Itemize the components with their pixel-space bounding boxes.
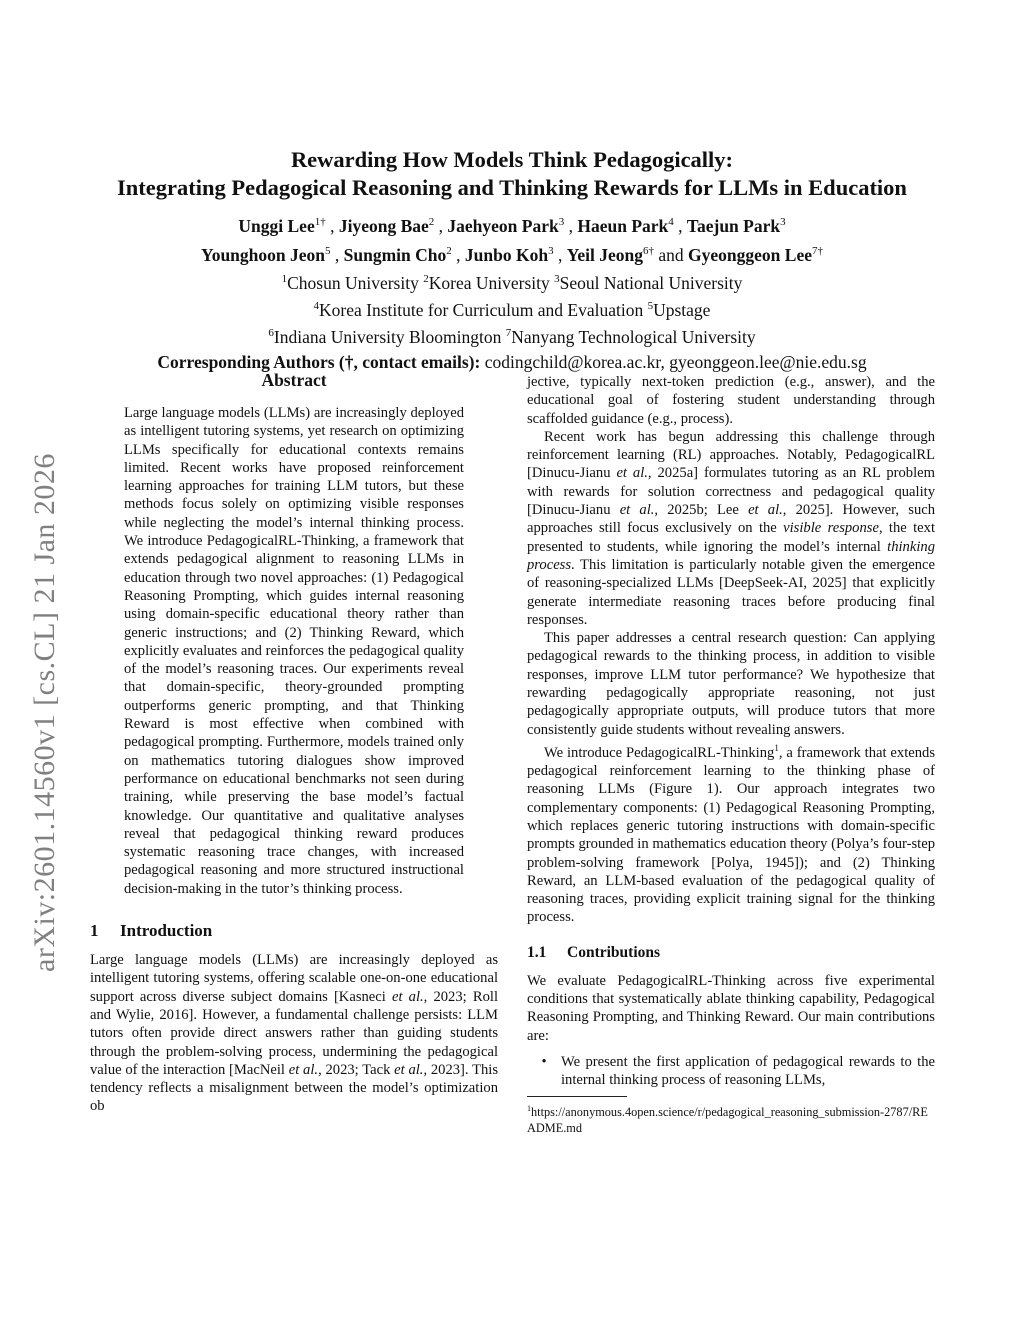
intro-paragraph-1: Large language models (LLMs) are increasingly deployed as intelligent tutoring systems, offering scalable one-on-one educational support across diverse subject domains [Kasneci et al., 2023; Roll and Wylie, 2016]. However, a fundamental challenge persists: LLM tutors often provide direct answers rather than guiding students through the problem-solving process, undermining the pedagogical value of the interaction [MacNeil et al., 2023; Tack et al., 2023]. This tendency reflects a misalignment between the model’s optimization ob: [90, 952, 499, 1115]
author-affiliation-mark: 7†: [812, 244, 823, 257]
author-affiliation-mark: 6†: [643, 244, 655, 257]
author-block: [60, 210, 964, 374]
affiliation-mark: 3: [554, 272, 560, 285]
author-name: Haeun Park: [577, 215, 669, 236]
author-name: Junbo Koh: [464, 244, 549, 265]
section-heading-introduction: [90, 920, 498, 942]
affiliation-mark: 6: [268, 327, 274, 340]
affiliation-mark: 7: [505, 327, 512, 340]
bullet-mark: •: [541, 1053, 547, 1070]
affiliation-name: Upstage: [653, 299, 711, 320]
author-name: Gyeonggeon Lee: [688, 244, 812, 265]
author-affiliation-mark: 1†: [314, 216, 326, 228]
author-affiliation-mark: 2: [428, 216, 435, 228]
abstract-text: Large language models (LLMs) are increasingly deployed as intelligent tutoring systems, yet research on optimizing LLMs specifically for educational contexts remains limited. Recent works have proposed reinforcement learning approaches for training LLM tutors, but these methods focus solely on optimizing visible responses while neglecting the model’s internal thinking process. We introduce PedagogicalRL-Thinking, a framework that extends pedagogical alignment to reasoning LLMs in education through two novel approaches: (1) Pedagogical Reasoning Prompting, which guides internal reasoning using domain-specific educational theory rather than generic instructions; and (2) Thinking Reward, which explicitly evaluates and reinforces the pedagogical quality of the model’s reasoning traces. Our experiments reveal that domain-specific, theory-grounded prompting outperforms generic prompting, and that Thinking Reward is most effective when combined with pedagogical prompting. Furthermore, models trained only on mathematics tutoring dialogues show improved performance on educational benchmarks not seen during training, while preserving the base model’s factual knowledge. Our quantitative and qualitative analyses reveal that pedagogical thinking reward produces systematic reasoning trace changes, with increased pedagogical reasoning and more structured instructional decision-making in the tutor’s thinking process.: [124, 405, 464, 897]
author-name: Jiyeong Bae: [338, 215, 429, 236]
author-line-1: Unggi Lee$^{1\dagger}$ , Jiyeong Bae$^2$ , Jaehyeon Park$^3$ , Haeun Park$^4$ , Taejun Park$^3$: [238, 215, 786, 236]
intro-paragraph-3: This paper addresses a central research question: Can applying pedagogical rewards to the thinking process, in addition to visible responses, improve LLM tutor performance? We hypothesize that rewarding pedagogically appropriate reasoning, not just pedagogically appropriate outputs, will produce tutors that more consistently guide students without revealing answers.: [527, 630, 935, 738]
left-column: [90, 369, 498, 1116]
contributions-paragraph: We evaluate PedagogicalRL-Thinking across five experimental conditions that systematically ablate thinking capability, Pedagogical Reasoning Prompting, and Thinking Reward. Our main contributions are:: [527, 972, 935, 1044]
intro-paragraph-1-continued: jective, typically next-token prediction (e.g., answer), and the educational goal of fostering student understanding through scaffolded guidance (e.g., process).: [527, 374, 935, 427]
affiliation-mark: 4: [313, 299, 320, 312]
section-number: 1: [90, 921, 99, 941]
affiliation-name: Korea University: [428, 272, 550, 293]
section-title: Introduction: [120, 921, 213, 941]
author-name: Taejun Park: [686, 215, 781, 236]
title-block: [60, 146, 964, 374]
affiliation-name: Nanyang Technological University: [511, 327, 756, 348]
abstract-heading: Abstract: [261, 370, 327, 390]
author-affiliation-mark: 3: [780, 216, 786, 228]
affiliation-mark: 1: [281, 272, 288, 285]
author-affiliation-mark: 3: [558, 216, 565, 228]
subsection-number: 1.1: [527, 943, 547, 961]
affiliation-line-1: [60, 268, 964, 295]
author-line-2: Younghoon Jeon$^5$ , Sungmin Cho$^2$ , Junbo Koh$^3$ , Yeil Jeong$^{6\dagger}$ and Gyeonggeon Lee$^{7\dagger}$: [201, 244, 823, 265]
author-affiliation-mark: 3: [548, 244, 554, 257]
affiliation-name: Indiana University Bloomington: [273, 327, 502, 348]
author-affiliation-mark: 5: [325, 244, 331, 257]
affiliation-mark: 2: [423, 272, 429, 285]
author-and: and: [658, 244, 684, 265]
footnote-link[interactable]: https://anonymous.4open.science/r/pedagogical_reasoning_submission-2787/README.md: [527, 1104, 928, 1135]
author-name: Yeil Jeong: [566, 244, 644, 265]
footnote-ref[interactable]: 1: [774, 742, 779, 753]
intro-paragraph-4: We introduce PedagogicalRL-Thinking$^1$, a framework that extends pedagogical reinforcement learning to the thinking phase of reasoning LLMs (Figure 1). Our approach integrates two complementary components: (1) Pedagogical Reasoning Prompting, which replaces generic tutoring instructions with domain-specific prompts grounded in mathematics education theory (Polya’s four-step problem-solving framework [Polya, 1945]); and (2) Thinking Reward, an LLM-based evaluation of the pedagogical quality of reasoning traces, providing explicit training signal for the thinking process.: [527, 742, 935, 926]
affiliation-mark: 5: [647, 299, 654, 312]
arxiv-identifier: arXiv:2601.14560v1 [cs.CL] 21 Jan 2026: [28, 453, 61, 972]
author-name: Younghoon Jeon: [201, 244, 326, 265]
affiliation-name: Korea Institute for Curriculum and Evaluation: [319, 299, 644, 320]
paper-title-line-2: Integrating Pedagogical Reasoning and Thinking Rewards for LLMs in Education: [117, 175, 907, 200]
subsection-title: Contributions: [567, 943, 661, 961]
contact-emails: codingchild@korea.ac.kr, gyeonggeon.lee@nie.edu.sg: [484, 351, 867, 372]
author-name: Unggi Lee: [238, 215, 315, 236]
paper-title-line-1: Rewarding How Models Think Pedagogically:: [290, 147, 734, 172]
footnote: [527, 1101, 935, 1136]
bullet-text: We present the first application of pedagogical rewards to the internal thinking process of reasoning LLMs,: [561, 1053, 935, 1089]
author-name: Jaehyeon Park: [447, 215, 559, 236]
contribution-bullet: [527, 1053, 935, 1090]
author-affiliation-mark: 4: [668, 216, 674, 228]
affiliation-line-3: [60, 322, 964, 349]
corresponding-label: Corresponding Authors (†, contact emails):: [157, 351, 481, 372]
intro-paragraph-2: Recent work has begun addressing this challenge through reinforcement learning (RL) approaches. Notably, PedagogicalRL [Dinucu-Jianu et al., 2025a] formulates tutoring as an RL problem with rewards for solution correctness and pedagogical quality [Dinucu-Jianu et al., 2025b; Lee et al., 2025]. However, such approaches still focus exclusively on the visible response, the text presented to students, while ignoring the model’s internal thinking process. This limitation is particularly notable given the emergence of reasoning-specialized LLMs [DeepSeek-AI, 2025] that explicitly generate intermediate reasoning traces before producing final responses.: [527, 428, 936, 628]
right-column: [527, 373, 935, 1136]
footnote-mark: 1: [527, 1103, 531, 1113]
author-affiliation-mark: 2: [446, 244, 452, 257]
affiliation-name: Seoul National University: [559, 272, 743, 293]
affiliation-line-2: [60, 295, 964, 322]
subsection-heading-contributions: [527, 943, 935, 963]
footnote-divider: [527, 1096, 627, 1097]
affiliation-name: Chosun University: [287, 272, 419, 293]
author-name: Sungmin Cho: [343, 244, 447, 265]
